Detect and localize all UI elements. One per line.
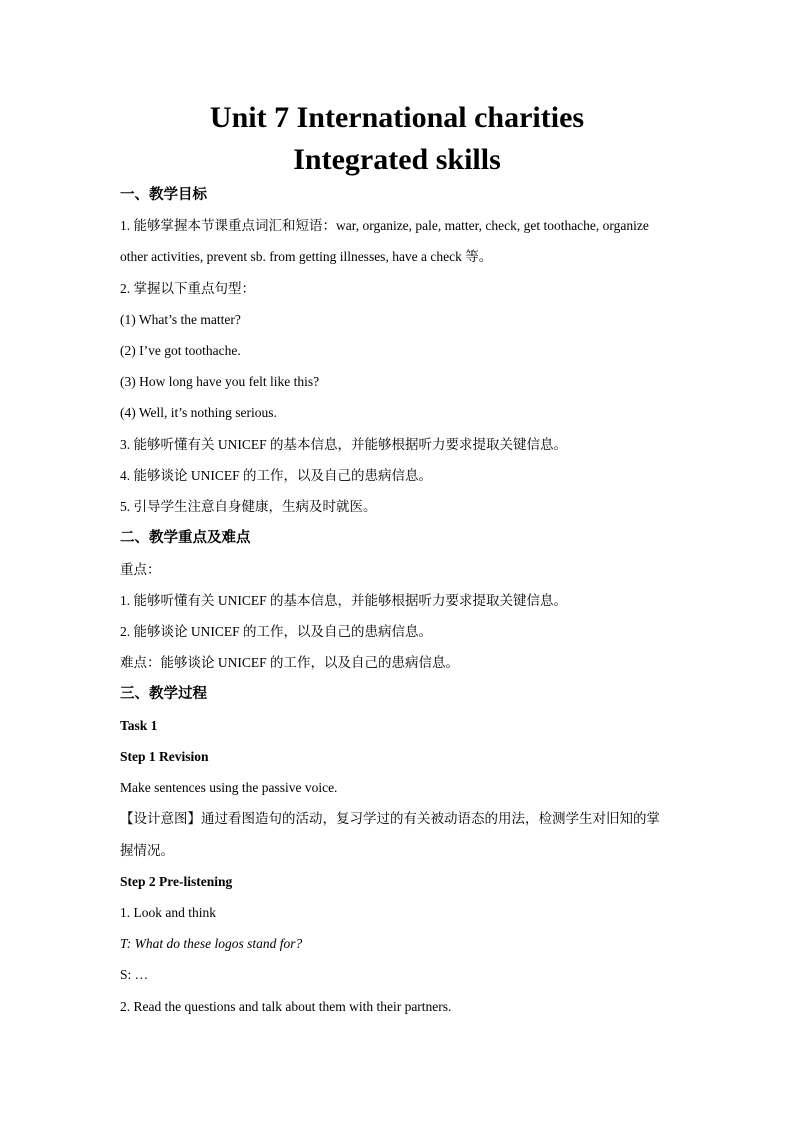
key-point-1: 1. 能够听懂有关 UNICEF 的基本信息，并能够根据听力要求提取关键信息。 [120, 593, 568, 608]
key-points-label: 重点： [120, 562, 161, 577]
key-sentence-1: (1) What’s the matter? [120, 312, 241, 327]
objective-1-line2: other activities, prevent sb. from getting illnesses, have a check 等。 [120, 249, 493, 264]
objective-2: 2. 掌握以下重点句型： [120, 281, 255, 296]
task-title: Task 1 [120, 718, 158, 733]
student-answer: S: … [120, 967, 149, 982]
difficulty-point: 难点：能够谈论 UNICEF 的工作，以及自己的患病信息。 [120, 655, 460, 670]
step2-title: Step 2 Pre-listening [120, 874, 233, 889]
document-title-line1: Unit 7 International charities [209, 101, 585, 134]
teacher-question: T: What do these logos stand for? [120, 936, 303, 951]
objective-1-line1: 1. 能够掌握本节课重点词汇和短语：war, organize, pale, matter, check, get toothache, organize [120, 218, 649, 233]
step2-item1: 1. Look and think [120, 905, 216, 920]
key-sentence-2: (2) I’ve got toothache. [120, 343, 241, 358]
key-sentence-3: (3) How long have you felt like this? [120, 374, 320, 389]
section-heading-objectives: 一、教学目标 [120, 187, 207, 203]
section-heading-process: 三、教学过程 [120, 686, 207, 702]
document-title-line2: Integrated skills [293, 143, 501, 176]
step1-text: Make sentences using the passive voice. [120, 780, 338, 795]
step2-item2: 2. Read the questions and talk about them with their partners. [120, 999, 452, 1014]
objective-5: 5. 引导学生注意自身健康，生病及时就医。 [120, 499, 377, 514]
key-point-2: 2. 能够谈论 UNICEF 的工作，以及自己的患病信息。 [120, 624, 433, 639]
objective-3: 3. 能够听懂有关 UNICEF 的基本信息，并能够根据听力要求提取关键信息。 [120, 437, 568, 452]
section-heading-key-points: 二、教学重点及难点 [120, 530, 251, 546]
key-sentence-4: (4) Well, it’s nothing serious. [120, 405, 277, 420]
step1-design-line1: 【设计意图】通过看图造句的活动，复习学过的有关被动语态的用法，检测学生对旧知的掌 [120, 811, 660, 826]
step1-title: Step 1 Revision [120, 749, 209, 764]
objective-4: 4. 能够谈论 UNICEF 的工作，以及自己的患病信息。 [120, 468, 433, 483]
step1-design-line2: 握情况。 [120, 843, 174, 858]
